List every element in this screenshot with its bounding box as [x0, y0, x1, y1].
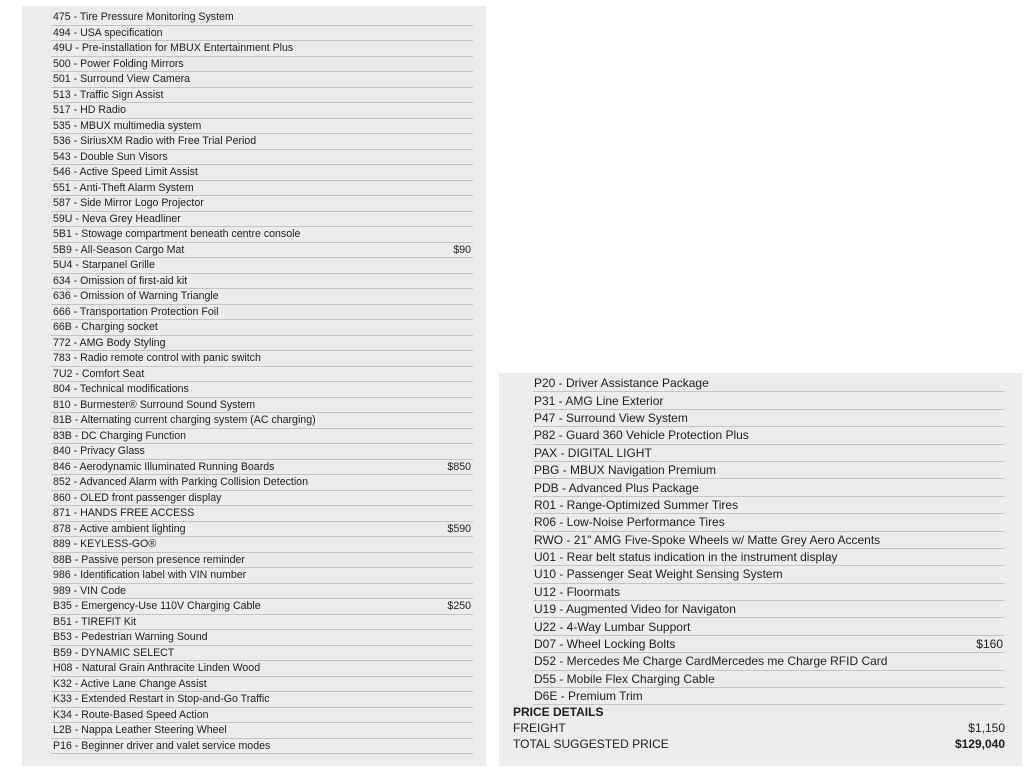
- option-row: [533, 497, 1004, 514]
- option-label: 535 - MBUX multimedia system: [53, 119, 202, 132]
- option-label: PAX - DIGITAL LIGHT: [534, 445, 652, 460]
- option-row: [51, 258, 473, 274]
- option-row: [51, 615, 473, 631]
- option-label: U01 - Rear belt status indication in the instrument display: [534, 550, 838, 565]
- option-label: 49U - Pre-installation for MBUX Entertainment Plus: [53, 42, 294, 55]
- option-row: [533, 549, 1004, 566]
- option-label: 5U4 - Starpanel Grille: [53, 259, 155, 272]
- option-row: [51, 522, 473, 538]
- option-label: 783 - Radio remote control with panic switch: [53, 352, 261, 365]
- option-row: [51, 382, 473, 398]
- option-label: 513 - Traffic Sign Assist: [53, 88, 164, 101]
- option-label: 88B - Passive person presence reminder: [53, 553, 245, 566]
- option-row: [51, 630, 473, 646]
- option-row: [533, 445, 1004, 462]
- option-label: P16 - Beginner driver and valet service modes: [53, 739, 271, 752]
- option-label: H08 - Natural Grain Anthracite Linden Wood: [53, 662, 261, 675]
- option-row: [51, 320, 473, 336]
- option-label: B53 - Pedestrian Warning Sound: [53, 631, 208, 644]
- option-label: 840 - Privacy Glass: [53, 445, 145, 458]
- freight-value: $1,150: [968, 721, 1005, 735]
- option-label: 587 - Side Mirror Logo Projector: [53, 197, 204, 210]
- option-label: 59U - Neva Grey Headliner: [53, 212, 181, 225]
- option-label: D55 - Mobile Flex Charging Cable: [534, 671, 715, 686]
- option-label: 860 - OLED front passenger display: [53, 491, 222, 504]
- option-row: [533, 653, 1004, 670]
- option-row: [51, 134, 473, 150]
- option-label: 810 - Burmester® Surround Sound System: [53, 398, 256, 411]
- option-label: B35 - Emergency-Use 110V Charging Cable: [53, 600, 261, 613]
- option-row: [533, 410, 1004, 427]
- option-price: $850: [447, 460, 471, 473]
- option-label: P47 - Surround View System: [534, 410, 688, 425]
- option-label: U10 - Passenger Seat Weight Sensing System: [534, 567, 783, 582]
- option-label: 7U2 - Comfort Seat: [53, 367, 145, 380]
- option-row: [51, 367, 473, 383]
- option-label: PDB - Advanced Plus Package: [534, 480, 699, 495]
- option-row: [51, 444, 473, 460]
- option-row: [51, 537, 473, 553]
- option-row: [51, 103, 473, 119]
- option-row: [51, 646, 473, 662]
- option-row: [51, 506, 473, 522]
- option-row: [51, 553, 473, 569]
- option-row: [51, 305, 473, 321]
- option-label: P31 - AMG Line Exterior: [534, 393, 664, 408]
- option-row: [51, 475, 473, 491]
- option-label: D07 - Wheel Locking Bolts: [534, 637, 676, 652]
- options-panel-left: [22, 6, 486, 766]
- freight-line: [513, 720, 1005, 736]
- option-label: U22 - 4-Way Lumbar Support: [534, 619, 691, 634]
- option-label: 546 - Active Speed Limit Assist: [53, 166, 198, 179]
- option-row: [51, 181, 473, 197]
- option-row: [51, 429, 473, 445]
- option-label: 551 - Anti-Theft Alarm System: [53, 181, 194, 194]
- option-row: [51, 289, 473, 305]
- option-label: 986 - Identification label with VIN number: [53, 569, 247, 582]
- option-price: $590: [447, 522, 471, 535]
- option-row: [51, 708, 473, 724]
- option-row: [51, 568, 473, 584]
- option-row: [51, 227, 473, 243]
- option-label: P82 - Guard 360 Vehicle Protection Plus: [534, 428, 749, 443]
- option-label: 500 - Power Folding Mirrors: [53, 57, 184, 70]
- option-label: 878 - Active ambient lighting: [53, 522, 186, 535]
- option-row: [51, 165, 473, 181]
- price-details-heading: PRICE DETAILS: [513, 705, 604, 719]
- option-label: 636 - Omission of Warning Triangle: [53, 290, 219, 303]
- option-label: R06 - Low-Noise Performance Tires: [534, 515, 725, 530]
- option-row: [51, 491, 473, 507]
- option-row: [51, 26, 473, 42]
- option-label: K32 - Active Lane Change Assist: [53, 677, 207, 690]
- freight-label: FREIGHT: [513, 721, 566, 735]
- option-row: [533, 584, 1004, 601]
- option-row: [533, 462, 1004, 479]
- option-label: 634 - Omission of first-aid kit: [53, 274, 188, 287]
- option-label: K34 - Route-Based Speed Action: [53, 708, 209, 721]
- option-row: [51, 460, 473, 476]
- option-label: U19 - Augmented Video for Navigaton: [534, 602, 736, 617]
- option-row: [51, 584, 473, 600]
- option-row: [51, 57, 473, 73]
- option-label: 475 - Tire Pressure Monitoring System: [53, 11, 234, 24]
- option-price: $90: [453, 243, 471, 256]
- option-label: U12 - Floormats: [534, 584, 621, 599]
- option-label: B59 - DYNAMIC SELECT: [53, 646, 175, 659]
- option-row: [533, 688, 1004, 705]
- option-row: [51, 212, 473, 228]
- total-value: $129,040: [954, 737, 1005, 751]
- option-row: [533, 601, 1004, 618]
- option-label: 501 - Surround View Camera: [53, 73, 191, 86]
- option-row: [533, 375, 1004, 392]
- option-row: [533, 514, 1004, 531]
- option-price: $250: [447, 600, 471, 613]
- option-price: $160: [976, 637, 1003, 652]
- option-label: 81B - Alternating current charging system (AC charging): [53, 414, 316, 427]
- option-row: [51, 398, 473, 414]
- option-label: PBG - MBUX Navigation Premium: [534, 463, 717, 478]
- option-label: 666 - Transportation Protection Foil: [53, 305, 219, 318]
- option-row: [533, 618, 1004, 635]
- option-row: [533, 427, 1004, 444]
- option-row: [533, 479, 1004, 496]
- total-label: TOTAL SUGGESTED PRICE: [513, 737, 669, 751]
- options-panel-right: [499, 373, 1022, 766]
- option-row: [533, 636, 1004, 653]
- option-label: 989 - VIN Code: [53, 584, 127, 597]
- total-line: [513, 736, 1005, 752]
- option-label: D52 - Mercedes Me Charge CardMercedes me Charge RFID Card: [534, 654, 888, 669]
- option-label: 852 - Advanced Alarm with Parking Collision Detection: [53, 476, 308, 489]
- option-label: 83B - DC Charging Function: [53, 429, 187, 442]
- option-row: [51, 72, 473, 88]
- option-label: 772 - AMG Body Styling: [53, 336, 166, 349]
- option-label: 536 - SiriusXM Radio with Free Trial Period: [53, 135, 257, 148]
- option-row: [51, 739, 473, 755]
- option-row: [533, 671, 1004, 688]
- option-label: P20 - Driver Assistance Package: [534, 376, 709, 391]
- option-label: 494 - USA specification: [53, 26, 163, 39]
- option-label: 517 - HD Radio: [53, 104, 127, 117]
- option-label: 871 - HANDS FREE ACCESS: [53, 507, 195, 520]
- option-row: [51, 150, 473, 166]
- option-row: [51, 41, 473, 57]
- price-details: [513, 704, 1005, 752]
- option-row: [51, 119, 473, 135]
- option-row: [51, 274, 473, 290]
- option-label: 66B - Charging socket: [53, 321, 158, 334]
- option-label: 804 - Technical modifications: [53, 383, 189, 396]
- option-row: [51, 677, 473, 693]
- option-label: L2B - Nappa Leather Steering Wheel: [53, 724, 227, 737]
- option-label: 543 - Double Sun Visors: [53, 150, 168, 163]
- option-row: [51, 196, 473, 212]
- option-label: 5B1 - Stowage compartment beneath centre console: [53, 228, 301, 241]
- option-label: 846 - Aerodynamic Illuminated Running Boards: [53, 460, 275, 473]
- option-label: K33 - Extended Restart in Stop-and-Go Traffic: [53, 693, 270, 706]
- option-row: [51, 243, 473, 259]
- option-row: [51, 599, 473, 615]
- option-label: B51 - TIREFIT Kit: [53, 615, 137, 628]
- option-row: [51, 723, 473, 739]
- option-row: [51, 692, 473, 708]
- option-row: [51, 661, 473, 677]
- option-row: [533, 566, 1004, 583]
- option-row: [51, 413, 473, 429]
- option-row: [533, 392, 1004, 409]
- option-row: [51, 336, 473, 352]
- option-label: 5B9 - All-Season Cargo Mat: [53, 243, 185, 256]
- option-row: [533, 532, 1004, 549]
- option-row: [51, 88, 473, 104]
- option-label: RWO - 21" AMG Five-Spoke Wheels w/ Matte Grey Aero Accents: [534, 532, 881, 547]
- options-list-left: [51, 10, 473, 754]
- option-row: [51, 351, 473, 367]
- option-label: 889 - KEYLESS-GO®: [53, 538, 157, 551]
- option-label: R01 - Range-Optimized Summer Tires: [534, 497, 739, 512]
- options-list-right: [533, 375, 1004, 705]
- option-row: [51, 10, 473, 26]
- option-label: D6E - Premium Trim: [534, 689, 643, 704]
